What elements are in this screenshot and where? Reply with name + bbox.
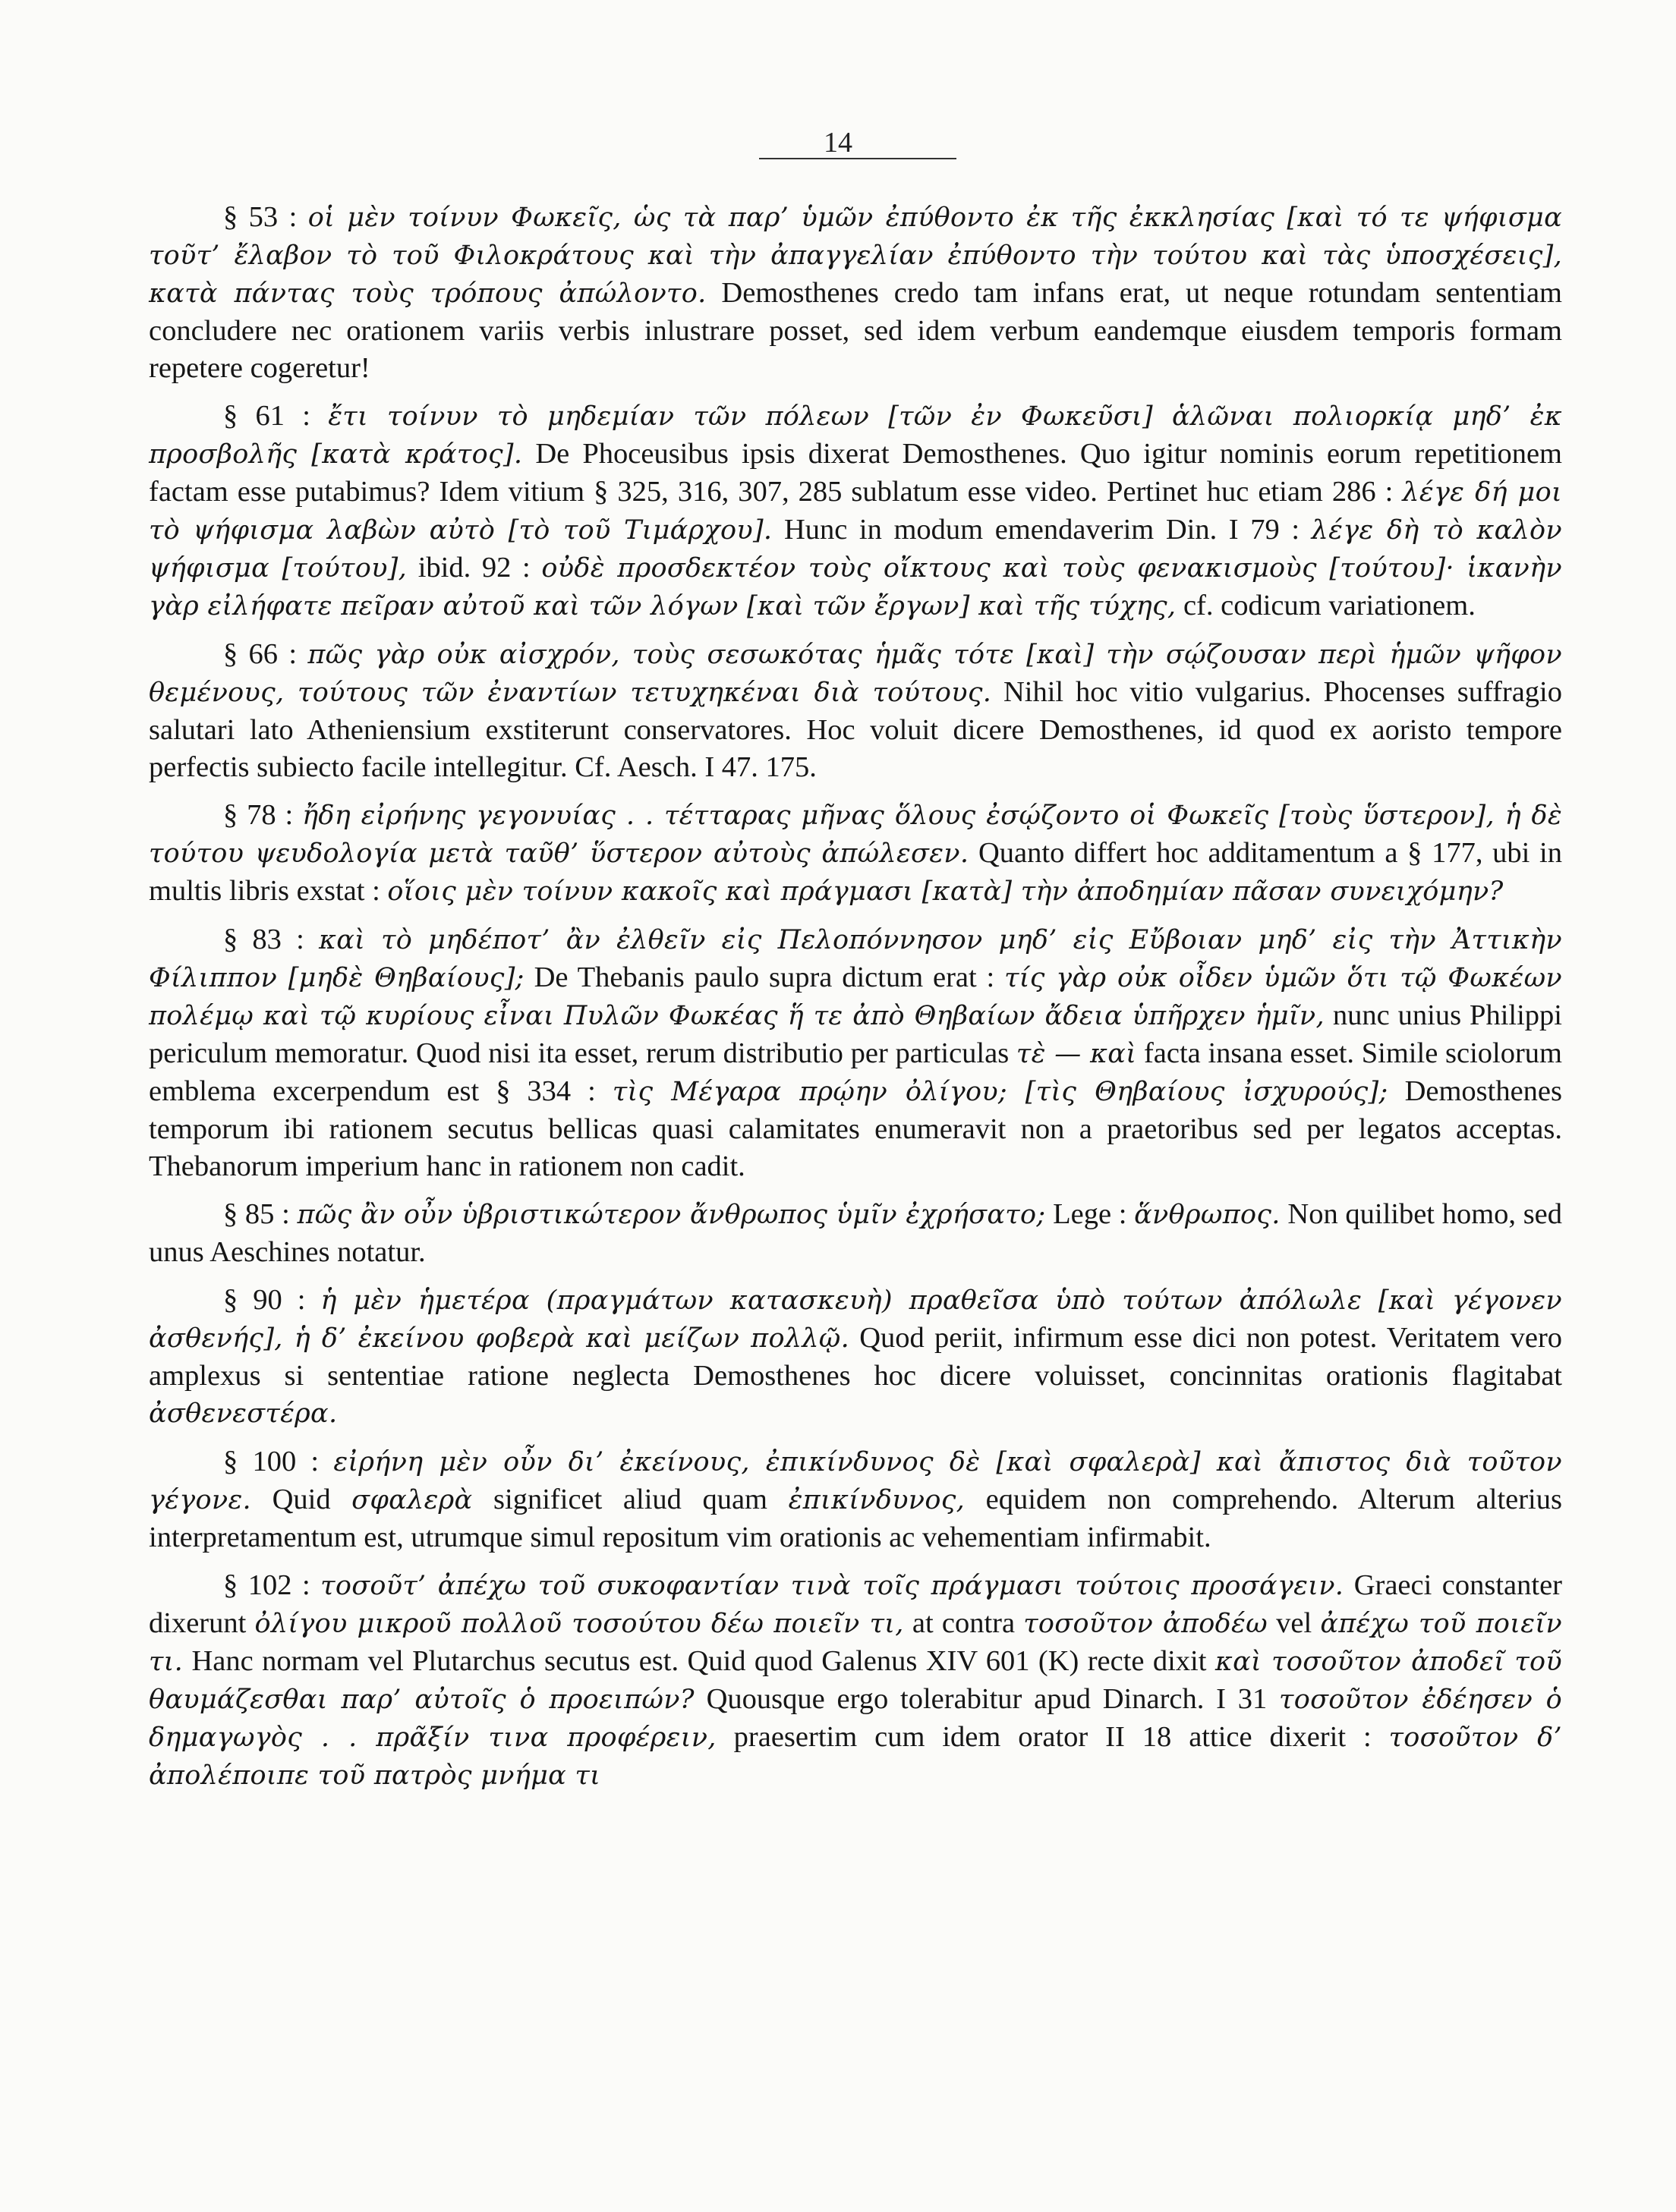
section-reference: § 53 : xyxy=(223,201,308,233)
greek-quotation: οἵοις μὲν τοίνυν κακοῖς καὶ πράγμασι [κατὰ] τὴν ἀποδημίαν πᾶσαν συνειχόμην? xyxy=(387,876,1504,907)
greek-quotation: ἐπικίνδυνος, xyxy=(788,1485,966,1515)
greek-quotation: οὐδὲ προσδεκτέον τοὺς οἴκτους καὶ τοὺς φενακισμοὺς [τούτου]· ἱκανὴν γὰρ εἰλήφατε πεῖραν αὐτοῦ καὶ τῶν λόγων [καὶ τῶν ἔργων] καὶ τῆς τύχης, xyxy=(149,553,1562,621)
section-reference: § 61 : xyxy=(223,400,329,432)
paragraph xyxy=(149,921,1562,1185)
paragraph xyxy=(149,1567,1562,1795)
greek-quotation: ἀπέχω τοῦ ποιεῖν τι. xyxy=(149,1609,1562,1677)
paragraph xyxy=(149,1196,1562,1271)
body-text xyxy=(149,199,1562,1805)
latin-commentary: Demosthenes temporum ibi rationem secutus bellicas quasi calamitates enumeravit non a praetoribus sed per legatos acceptas. Thebanorum imperium hanc in rationem non cadit. xyxy=(149,1075,1562,1182)
paragraph xyxy=(149,636,1562,786)
latin-commentary: cf. codicum variationem. xyxy=(1176,590,1476,621)
section-reference: § 100 : xyxy=(223,1446,334,1477)
header-rule xyxy=(759,158,956,159)
latin-commentary: at contra xyxy=(903,1607,1024,1639)
paragraph xyxy=(149,199,1562,387)
latin-commentary: Hunc in modum emendaverim Din. I 79 : xyxy=(772,514,1312,546)
section-reference: § 85 : xyxy=(223,1198,298,1230)
greek-quotation: ἅνθρωπος. xyxy=(1134,1200,1281,1230)
greek-quotation: ἔτι τοίνυν τὸ μηδεμίαν τῶν πόλεων [τῶν ἐν Φωκεῦσι] ἁλῶναι πολιορκίᾳ μηδ’ ἐκ προσβολῆς [κατὰ κράτος]. xyxy=(149,401,1562,470)
latin-commentary: Nihil hoc vitio vulgarius. Phocenses suffragio salutari lato Atheniensium exstiterunt conservatores. Hoc voluit dicere Demosthenes, id quod ex aoristo tempore perfectis subiecto facile intellegitur. Cf. Aesch. I 47. 175. xyxy=(149,676,1562,783)
latin-commentary: Quid xyxy=(250,1484,352,1515)
latin-commentary: facta insana esset. Simile sciolorum emblema excerpendum est § 334 : xyxy=(149,1037,1562,1107)
greek-quotation: τὶς Μέγαρα πρῴην ὀλίγου; [τὶς Θηβαίους ἰσχυρούς]; xyxy=(612,1077,1388,1107)
latin-commentary: praesertim cum idem orator II 18 attice dixerit : xyxy=(716,1721,1389,1753)
latin-commentary: Demosthenes credo tam infans erat, ut neque rotundam sententiam concludere nec orationem variis verbis inlustrare posset, sed idem verbum eandemque eiusdem temporis formam repetere cogeretur! xyxy=(149,277,1562,384)
paragraph xyxy=(149,1443,1562,1556)
latin-commentary: Quod periit, infirmum esse dici non potest. Veritatem vero amplexus si sententiae ratione neglecta Demosthenes hoc dicere voluisset, concinnitas orationis flagitabat xyxy=(149,1322,1563,1392)
latin-commentary: Graeci constanter dixerunt xyxy=(149,1569,1562,1639)
greek-quotation: τοσοῦτον ἀποδέω xyxy=(1023,1609,1268,1639)
greek-quotation: πῶς γὰρ οὐκ αἰσχρόν, τοὺς σεσωκότας ἡμᾶς τότε [καὶ] τὴν σῴζουσαν περὶ ἡμῶν ψῆφον θεμένους, τούτους τῶν ἐναντίων τετυχηκέναι διὰ τούτους. xyxy=(149,640,1562,708)
paragraph xyxy=(149,398,1562,625)
greek-quotation: λέγε δή μοι τὸ ψήφισμα λαβὼν αὐτὸ [τὸ τοῦ Τιμάρχου]. xyxy=(149,477,1562,546)
greek-quotation: οἱ μὲν τοίνυν Φωκεῖς, ὡς τὰ παρ’ ὑμῶν ἐπύθοντο ἐκ τῆς ἐκκλησίας [καὶ τό τε ψήφισμα τοῦτ’ ἔλαβον τὸ τοῦ Φιλοκράτους καὶ τὴν ἀπαγγελίαν ἐπύθοντο τὴν τούτου καὶ τὰς ὑποσχέσεις], κατὰ πάντας τοὺς τρόπους ἀπώλοντο. xyxy=(149,203,1563,309)
paragraph xyxy=(149,797,1562,911)
section-reference: § 78 : xyxy=(223,799,303,831)
section-reference: § 66 : xyxy=(223,638,308,670)
greek-quotation: τὲ — καὶ xyxy=(1016,1039,1137,1069)
greek-quotation: καὶ τοσοῦτον ἀποδεῖ τοῦ θαυμάζεσθαι παρ’ αὐτοῖς ὁ προειπών? xyxy=(149,1647,1562,1715)
greek-quotation: ἀσθενεστέρα. xyxy=(149,1399,338,1429)
paragraph xyxy=(149,1282,1562,1433)
section-reference: § 102 : xyxy=(223,1569,321,1601)
latin-commentary: equidem non comprehendo. Alterum alterius interpretamentum est, utrumque simul repositum vim orationis ac vehementiam infirmabit. xyxy=(149,1484,1562,1553)
greek-quotation: πῶς ἂν οὖν ὑβριστικώτερον ἄνθρωπος ὑμῖν ἐχρήσατο; xyxy=(297,1200,1046,1230)
latin-commentary: significet aliud quam xyxy=(472,1484,789,1515)
greek-quotation: τοσοῦτον ἐδέησεν ὁ δημαγωγὸς . . πρᾶξίν τινα προφέρειν, xyxy=(149,1685,1562,1753)
latin-commentary: De Thebanis paulo supra dictum erat : xyxy=(524,961,1005,993)
latin-commentary: ibid. 92 : xyxy=(407,552,542,584)
greek-quotation: καὶ τὸ μηδέποτ’ ἂν ἐλθεῖν εἰς Πελοπόννησον μηδ’ εἰς Εὔβοιαν μηδ’ εἰς τὴν Ἀττικὴν Φίλιππον [μηδὲ Θηβαίους]; xyxy=(149,925,1562,993)
greek-quotation: τοσοῦτ’ ἀπέχω τοῦ συκοφαντίαν τινὰ τοῖς πράγμασι τούτοις προσάγειν. xyxy=(320,1571,1344,1601)
section-reference: § 90 : xyxy=(223,1284,321,1316)
greek-quotation: τοσοῦτον δ’ ἀπολέποιπε τοῦ πατρὸς μνήμα τι xyxy=(149,1723,1562,1791)
greek-quotation: ἡ μὲν ἡμετέρα (πραγμάτων κατασκευὴ) πραθεῖσα ὑπὸ τούτων ἀπόλωλε [καὶ γέγονεν ἀσθενής], ἡ δ’ ἐκείνου φοβερὰ καὶ μείζων πολλῷ. xyxy=(149,1285,1563,1354)
section-reference: § 83 : xyxy=(223,924,319,955)
greek-quotation: ὀλίγου μικροῦ πολλοῦ τοσούτου δέω ποιεῖν τι, xyxy=(254,1609,904,1639)
latin-commentary: Quanto differt hoc additamentum a § 177, ubi in multis libris exstat : xyxy=(149,837,1563,907)
latin-commentary: Quousque ergo tolerabitur apud Dinarch. I 31 xyxy=(694,1683,1280,1715)
latin-commentary: De Phoceusibus ipsis dixerat Demosthenes. Quo igitur nominis eorum repetitionem factam esse putabimus? Idem vitium § 325, 316, 307, 285 sublatum esse video. Pertinet huc etiam 286 : xyxy=(149,438,1562,508)
greek-quotation: λέγε δὴ τὸ καλὸν ψήφισμα [τούτου], xyxy=(149,515,1562,584)
page-number: 14 xyxy=(824,127,852,159)
greek-quotation: σφαλερὰ xyxy=(351,1485,473,1515)
latin-commentary: Hanc normam vel Plutarchus secutus est. Quid quod Galenus XIV 601 (K) recte dixit xyxy=(183,1645,1215,1677)
greek-quotation: ἤδη εἰρήνης γεγονυίας . . τέτταρας μῆνας ὅλους ἐσῴζοντο οἱ Φωκεῖς [τοὺς ὕστερον], ἡ δὲ τούτου ψευδολογία μετὰ ταῦθ’ ὕστερον αὐτοὺς ἀπώλεσεν. xyxy=(149,801,1562,869)
latin-commentary: Lege : xyxy=(1045,1198,1135,1230)
latin-commentary: Non quilibet homo, sed unus Aeschines notatur. xyxy=(149,1198,1563,1268)
latin-commentary: vel xyxy=(1267,1607,1321,1639)
greek-quotation: εἰρήνη μὲν οὖν δι’ ἐκείνους, ἐπικίνδυνος δὲ [καὶ σφαλερὰ] καὶ ἄπιστος διὰ τοῦτον γέγονε. xyxy=(149,1447,1562,1515)
greek-quotation: τίς γὰρ οὐκ οἶδεν ὑμῶν ὅτι τῷ Φωκέων πολέμῳ καὶ τῷ κυρίους εἶναι Πυλῶν Φωκέας ἥ τε ἀπὸ Θηβαίων ἄδεια ὑπῆρχεν ἡμῖν, xyxy=(149,963,1562,1031)
latin-commentary: nunc unius Philippi periculum memoratur. Quod nisi ita esset, rerum distributio per particulas xyxy=(149,999,1562,1069)
